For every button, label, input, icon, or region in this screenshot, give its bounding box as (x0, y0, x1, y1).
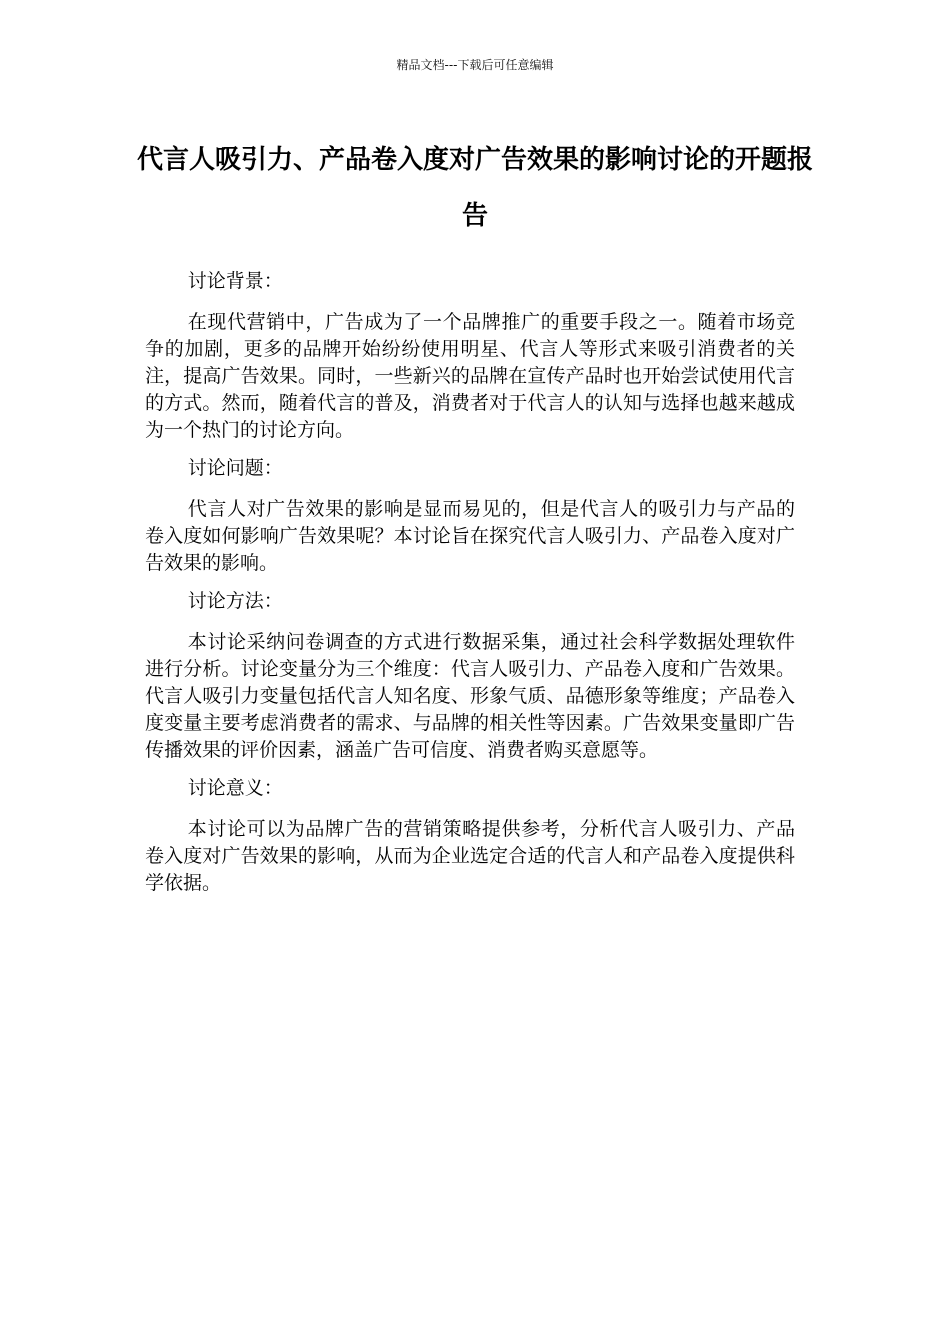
section-heading-question: 讨论问题： (187, 457, 283, 479)
section-heading-background: 讨论背景： (187, 270, 283, 292)
section-text-method: 本讨论采纳问卷调查的方式进行数据采集，通过社会科学数据处理软件进行分析。讨论变量分为三个维度：代言人吸引力、产品卷入度和广告效果。代言人吸引力变量包括代言人知名度、形象气质、品德形象等维度；产品卷入度变量主要考虑消费者的需求、与品牌的相关性等因素。广告效果变量即广告传播效果的评价因素，涵盖广告可信度、消费者购买意愿等。 (145, 631, 795, 761)
document-title: 代言人吸引力、产品卷入度对广告效果的影响讨论的开题报告 (136, 145, 813, 231)
section-text-significance: 本讨论可以为品牌广告的营销策略提供参考，分析代言人吸引力、产品卷入度对广告效果的影响，从而为企业选定合适的代言人和产品卷入度提供科学依据。 (145, 818, 795, 894)
section-heading-significance: 讨论意义： (187, 777, 283, 799)
document-body (145, 268, 795, 908)
page-header: 精品文档---下载后可任意编辑 (396, 58, 554, 72)
section-text-background: 在现代营销中，广告成为了一个品牌推广的重要手段之一。随着市场竞争的加剧，更多的品牌开始纷纷使用明星、代言人等形式来吸引消费者的关注，提高广告效果。同时，一些新兴的品牌在宣传产品时也开始尝试使用代言的方式。然而，随着代言的普及，消费者对于代言人的认知与选择也越来越成为一个热门的讨论方向。 (145, 311, 795, 441)
section-heading-method: 讨论方法： (187, 590, 283, 612)
section-text-question: 代言人对广告效果的影响是显而易见的，但是代言人的吸引力与产品的卷入度如何影响广告效果呢？本讨论旨在探究代言人吸引力、产品卷入度对广告效果的影响。 (145, 498, 795, 574)
